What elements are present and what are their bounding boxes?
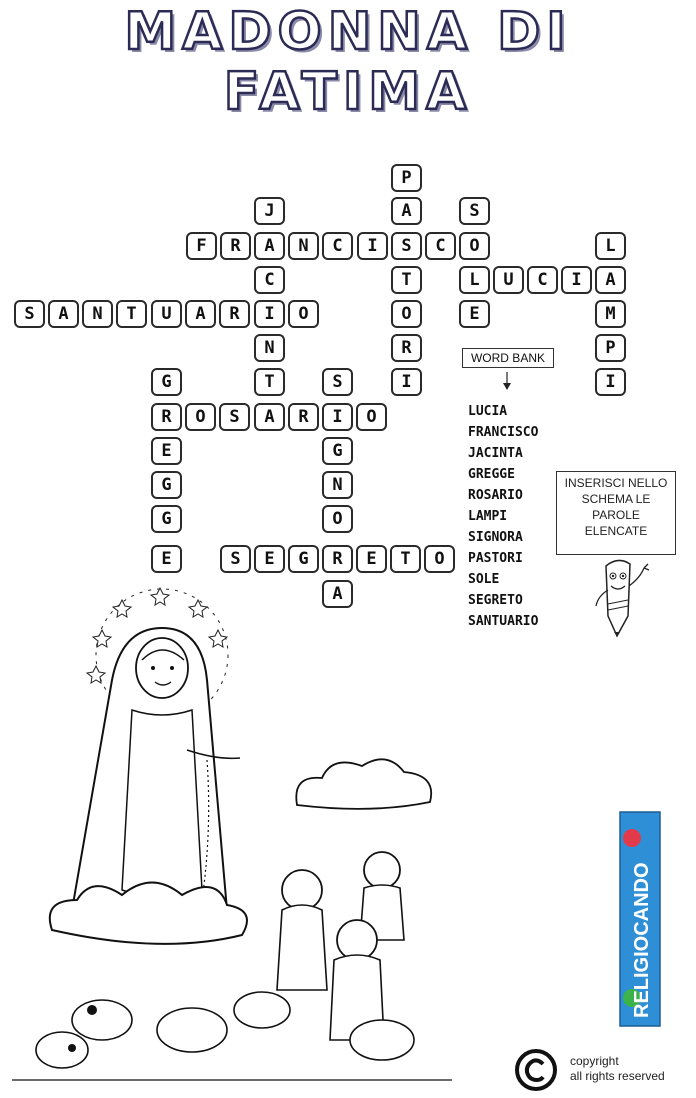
instruction-box: INSERISCI NELLO SCHEMA LE PAROLE ELENCATE [556, 471, 676, 555]
crossword-cell: T [390, 545, 421, 573]
word-bank-item: LAMPI [468, 509, 508, 524]
crossword-cell: O [185, 403, 216, 431]
crossword-cell: C [425, 232, 456, 260]
crossword-cell: R [322, 545, 353, 573]
title-line-1: MADONNA DI [124, 2, 572, 62]
crossword-cell: O [322, 505, 353, 533]
crossword-cell: R [151, 403, 182, 431]
crossword-cell: S [459, 197, 490, 225]
pencil-mascot-icon [588, 556, 652, 640]
word-bank-item: SANTUARIO [468, 614, 539, 629]
word-bank-item: GREGGE [468, 467, 515, 482]
crossword-cell: A [595, 266, 626, 294]
crossword-cell: S [220, 545, 251, 573]
crossword-cell: G [151, 368, 182, 396]
crossword-cell: R [288, 403, 319, 431]
crossword-cell: G [151, 505, 182, 533]
crossword-cell: S [219, 403, 250, 431]
crossword-cell: I [357, 232, 388, 260]
word-bank-item: SEGRETO [468, 593, 523, 608]
crossword-cell: A [48, 300, 79, 328]
crossword-cell: E [459, 300, 490, 328]
crossword-cell: E [151, 545, 182, 573]
crossword-cell: C [254, 266, 285, 294]
word-bank-item: SIGNORA [468, 530, 523, 545]
copyright-line-2: all rights reserved [570, 1069, 665, 1083]
crossword-cell: R [391, 334, 422, 362]
crossword-cell: R [220, 232, 251, 260]
crossword-cell: A [254, 232, 285, 260]
crossword-cell: C [527, 266, 558, 294]
crossword-cell: T [254, 368, 285, 396]
word-bank-item: LUCIA [468, 404, 508, 419]
word-bank-item: ROSARIO [468, 488, 523, 503]
crossword-cell: O [424, 545, 455, 573]
crossword-cell: G [151, 471, 182, 499]
crossword-cell: S [14, 300, 45, 328]
word-bank-heading: WORD BANK [462, 348, 554, 368]
crossword-cell: U [151, 300, 182, 328]
crossword-cell: I [561, 266, 592, 294]
crossword-cell: O [391, 300, 422, 328]
crossword-cell: I [254, 300, 285, 328]
crossword-cell: N [254, 334, 285, 362]
crossword-cell: T [391, 266, 422, 294]
crossword-cell: C [322, 232, 353, 260]
madonna-illustration [12, 570, 462, 1090]
word-bank-item: FRANCISCO [468, 425, 539, 440]
crossword-cell: E [254, 545, 285, 573]
copyright-icon [514, 1048, 558, 1092]
word-bank-item: JACINTA [468, 446, 523, 461]
word-bank-item: PASTORI [468, 551, 523, 566]
crossword-cell: G [322, 437, 353, 465]
crossword-cell: E [151, 437, 182, 465]
religiocando-logo [614, 808, 666, 1030]
crossword-cell: L [595, 232, 626, 260]
down-arrow-icon [500, 371, 514, 391]
crossword-cell: I [391, 368, 422, 396]
copyright-text [570, 1054, 665, 1084]
crossword-cell: G [288, 545, 319, 573]
crossword-cell: M [595, 300, 626, 328]
crossword-cell: S [322, 368, 353, 396]
crossword-cell: A [391, 197, 422, 225]
word-bank-item: SOLE [468, 572, 500, 587]
crossword-cell: J [254, 197, 285, 225]
crossword-cell: A [322, 580, 353, 608]
crossword-cell: L [459, 266, 490, 294]
brand-name: RELIGIOCANDO [631, 862, 653, 1018]
crossword-cell: P [595, 334, 626, 362]
crossword-cell: S [391, 232, 422, 260]
crossword-cell: O [459, 232, 490, 260]
crossword-cell: T [116, 300, 147, 328]
crossword-cell: R [219, 300, 250, 328]
crossword-cell: O [288, 300, 319, 328]
crossword-cell: U [493, 266, 524, 294]
crossword-cell: N [82, 300, 113, 328]
crossword-cell: A [185, 300, 216, 328]
crossword-cell: E [356, 545, 387, 573]
crossword-cell: P [391, 164, 422, 192]
crossword-cell: N [288, 232, 319, 260]
copyright-line-1: copyright [570, 1054, 619, 1068]
crossword-cell: F [186, 232, 217, 260]
crossword-cell: I [322, 403, 353, 431]
copyright-notice [514, 1048, 694, 1092]
title-line-2: FATIMA [223, 62, 473, 122]
crossword-cell: I [595, 368, 626, 396]
crossword-cell: N [322, 471, 353, 499]
word-bank-list [468, 401, 538, 632]
crossword-cell: O [356, 403, 387, 431]
crossword-cell: A [254, 403, 285, 431]
